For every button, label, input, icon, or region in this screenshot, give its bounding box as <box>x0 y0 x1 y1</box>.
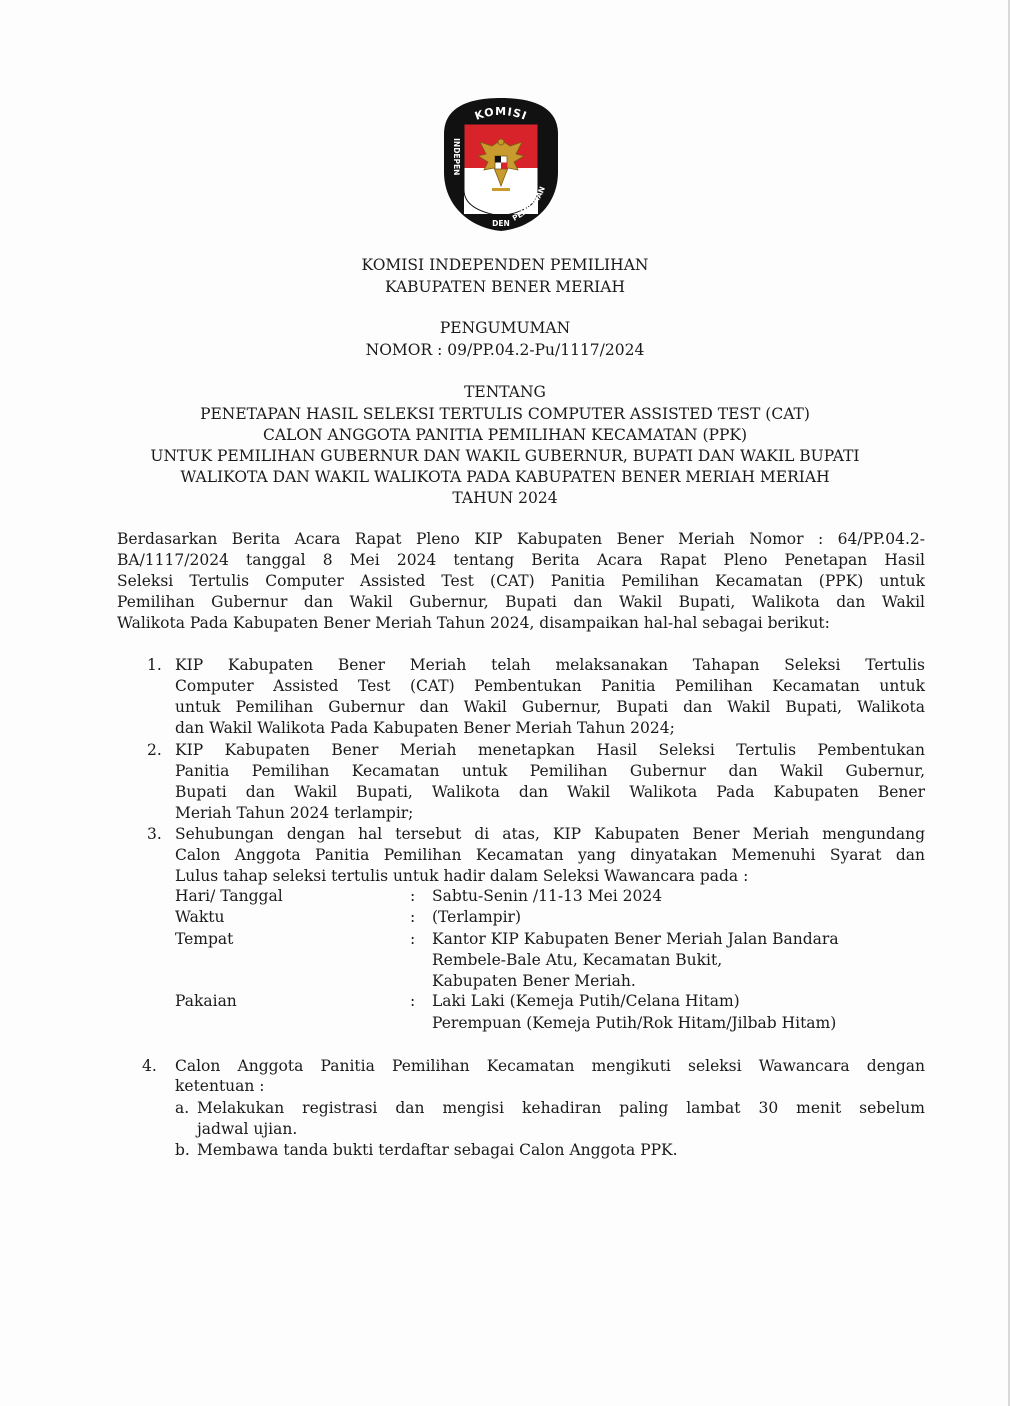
schedule-value: (Terlampir) <box>432 908 521 926</box>
item-line: Panitia Pemilihan Kecamatan untuk Pemilihan Gubernur dan Wakil Gubernur, <box>175 762 925 780</box>
subitem-letter: a. <box>175 1099 190 1117</box>
item-line: Calon Anggota Panitia Pemilihan Kecamatan yang dinyatakan Memenuhi Syarat dan <box>175 846 925 864</box>
logo-text-left: INDEPEN <box>451 138 462 176</box>
schedule-value: Kantor KIP Kabupaten Bener Meriah Jalan Bandara <box>432 930 839 948</box>
about-heading: TENTANG <box>464 383 546 401</box>
doc-number: NOMOR : 09/PP.04.2-Pu/1117/2024 <box>365 341 645 359</box>
org-name-line1: KOMISI INDEPENDEN PEMILIHAN <box>361 256 649 274</box>
schedule-colon: : <box>410 930 416 948</box>
schedule-value: Sabtu-Senin /11-13 Mei 2024 <box>432 887 663 905</box>
schedule-label: Pakaian <box>175 992 237 1010</box>
org-name-line2: KABUPATEN BENER MERIAH <box>385 278 625 296</box>
schedule-label: Waktu <box>175 908 225 926</box>
subitem-line: jadwal ujian. <box>197 1120 298 1138</box>
item-line: Bupati dan Wakil Bupati, Walikota dan Wakil Walikota Pada Kabupaten Bener <box>175 783 925 801</box>
item-number: 1. <box>147 656 162 674</box>
svg-text:INDEPEN <box>452 138 461 175</box>
logo-text-bottom: DEN <box>492 219 510 228</box>
logo-text-right: PEMILIHAN <box>510 185 547 223</box>
item-number: 3. <box>147 825 162 843</box>
subitem-letter: b. <box>175 1141 190 1159</box>
schedule-colon: : <box>410 887 416 905</box>
item-line: untuk Pemilihan Gubernur dan Wakil Gubernur, Bupati dan Wakil Bupati, Walikota <box>175 698 925 716</box>
schedule-colon: : <box>410 908 416 926</box>
schedule-label: Hari/ Tanggal <box>175 887 283 905</box>
schedule-value: Rembele-Bale Atu, Kecamatan Bukit, <box>432 951 723 969</box>
doc-type: PENGUMUMAN <box>439 319 571 337</box>
item-line: Lulus tahap seleksi tertulis untuk hadir dalam Seleksi Wawancara pada : <box>175 867 749 885</box>
item-line: KIP Kabupaten Bener Meriah telah melaksanakan Tahapan Seleksi Tertulis <box>175 656 925 674</box>
intro-line: Berdasarkan Berita Acara Rapat Pleno KIP Kabupaten Bener Meriah Nomor : 64/PP.04.2- <box>117 530 925 548</box>
intro-line: BA/1117/2024 tanggal 8 Mei 2024 tentang Berita Acara Rapat Pleno Penetapan Hasil <box>117 551 925 569</box>
item-line: KIP Kabupaten Bener Meriah menetapkan Hasil Seleksi Tertulis Pembentukan <box>175 741 925 759</box>
item-line: Computer Assisted Test (CAT) Pembentukan Panitia Pemilihan Kecamatan untuk <box>175 677 925 695</box>
schedule-colon: : <box>410 992 416 1010</box>
schedule-label: Tempat <box>175 930 234 948</box>
subject-line: WALIKOTA DAN WAKIL WALIKOTA PADA KABUPATEN BENER MERIAH MERIAH <box>180 468 830 486</box>
intro-line: Walikota Pada Kabupaten Bener Meriah Tahun 2024, disampaikan hal-hal sebagai berikut: <box>117 614 830 632</box>
item-line: Calon Anggota Panitia Pemilihan Kecamatan mengikuti seleksi Wawancara dengan <box>175 1057 925 1075</box>
item-line: Meriah Tahun 2024 terlampir; <box>175 804 414 822</box>
item-line: Sehubungan dengan hal tersebut di atas, KIP Kabupaten Bener Meriah mengundang <box>175 825 925 843</box>
subject-line: TAHUN 2024 <box>452 489 558 507</box>
item-number: 4. <box>142 1057 157 1075</box>
intro-line: Pemilihan Gubernur dan Wakil Gubernur, Bupati dan Wakil Bupati, Walikota dan Wakil <box>117 593 925 611</box>
subitem-line: Melakukan registrasi dan mengisi kehadiran paling lambat 30 menit sebelum <box>197 1099 925 1117</box>
subitem-line: Membawa tanda bukti terdaftar sebagai Calon Anggota PPK. <box>197 1141 678 1159</box>
schedule-value: Perempuan (Kemeja Putih/Rok Hitam/Jilbab Hitam) <box>432 1014 837 1032</box>
subject-line: UNTUK PEMILIHAN GUBERNUR DAN WAKIL GUBERNUR, BUPATI DAN WAKIL BUPATI <box>150 447 860 465</box>
logo-text-top: KOMISI <box>473 104 530 123</box>
intro-line: Seleksi Tertulis Computer Assisted Test (CAT) Panitia Pemilihan Kecamatan (PPK) untuk <box>117 572 925 590</box>
subject-line: CALON ANGGOTA PANITIA PEMILIHAN KECAMATAN (PPK) <box>262 426 748 444</box>
item-number: 2. <box>147 741 162 759</box>
subject-line: PENETAPAN HASIL SELEKSI TERTULIS COMPUTER ASSISTED TEST (CAT) <box>200 405 810 423</box>
schedule-value: Laki Laki (Kemeja Putih/Celana Hitam) <box>432 992 740 1010</box>
schedule-value: Kabupaten Bener Meriah. <box>432 972 636 990</box>
item-line: dan Wakil Walikota Pada Kabupaten Bener Meriah Tahun 2024; <box>175 719 675 737</box>
item-line: ketentuan : <box>175 1077 265 1095</box>
kip-logo <box>440 94 562 234</box>
